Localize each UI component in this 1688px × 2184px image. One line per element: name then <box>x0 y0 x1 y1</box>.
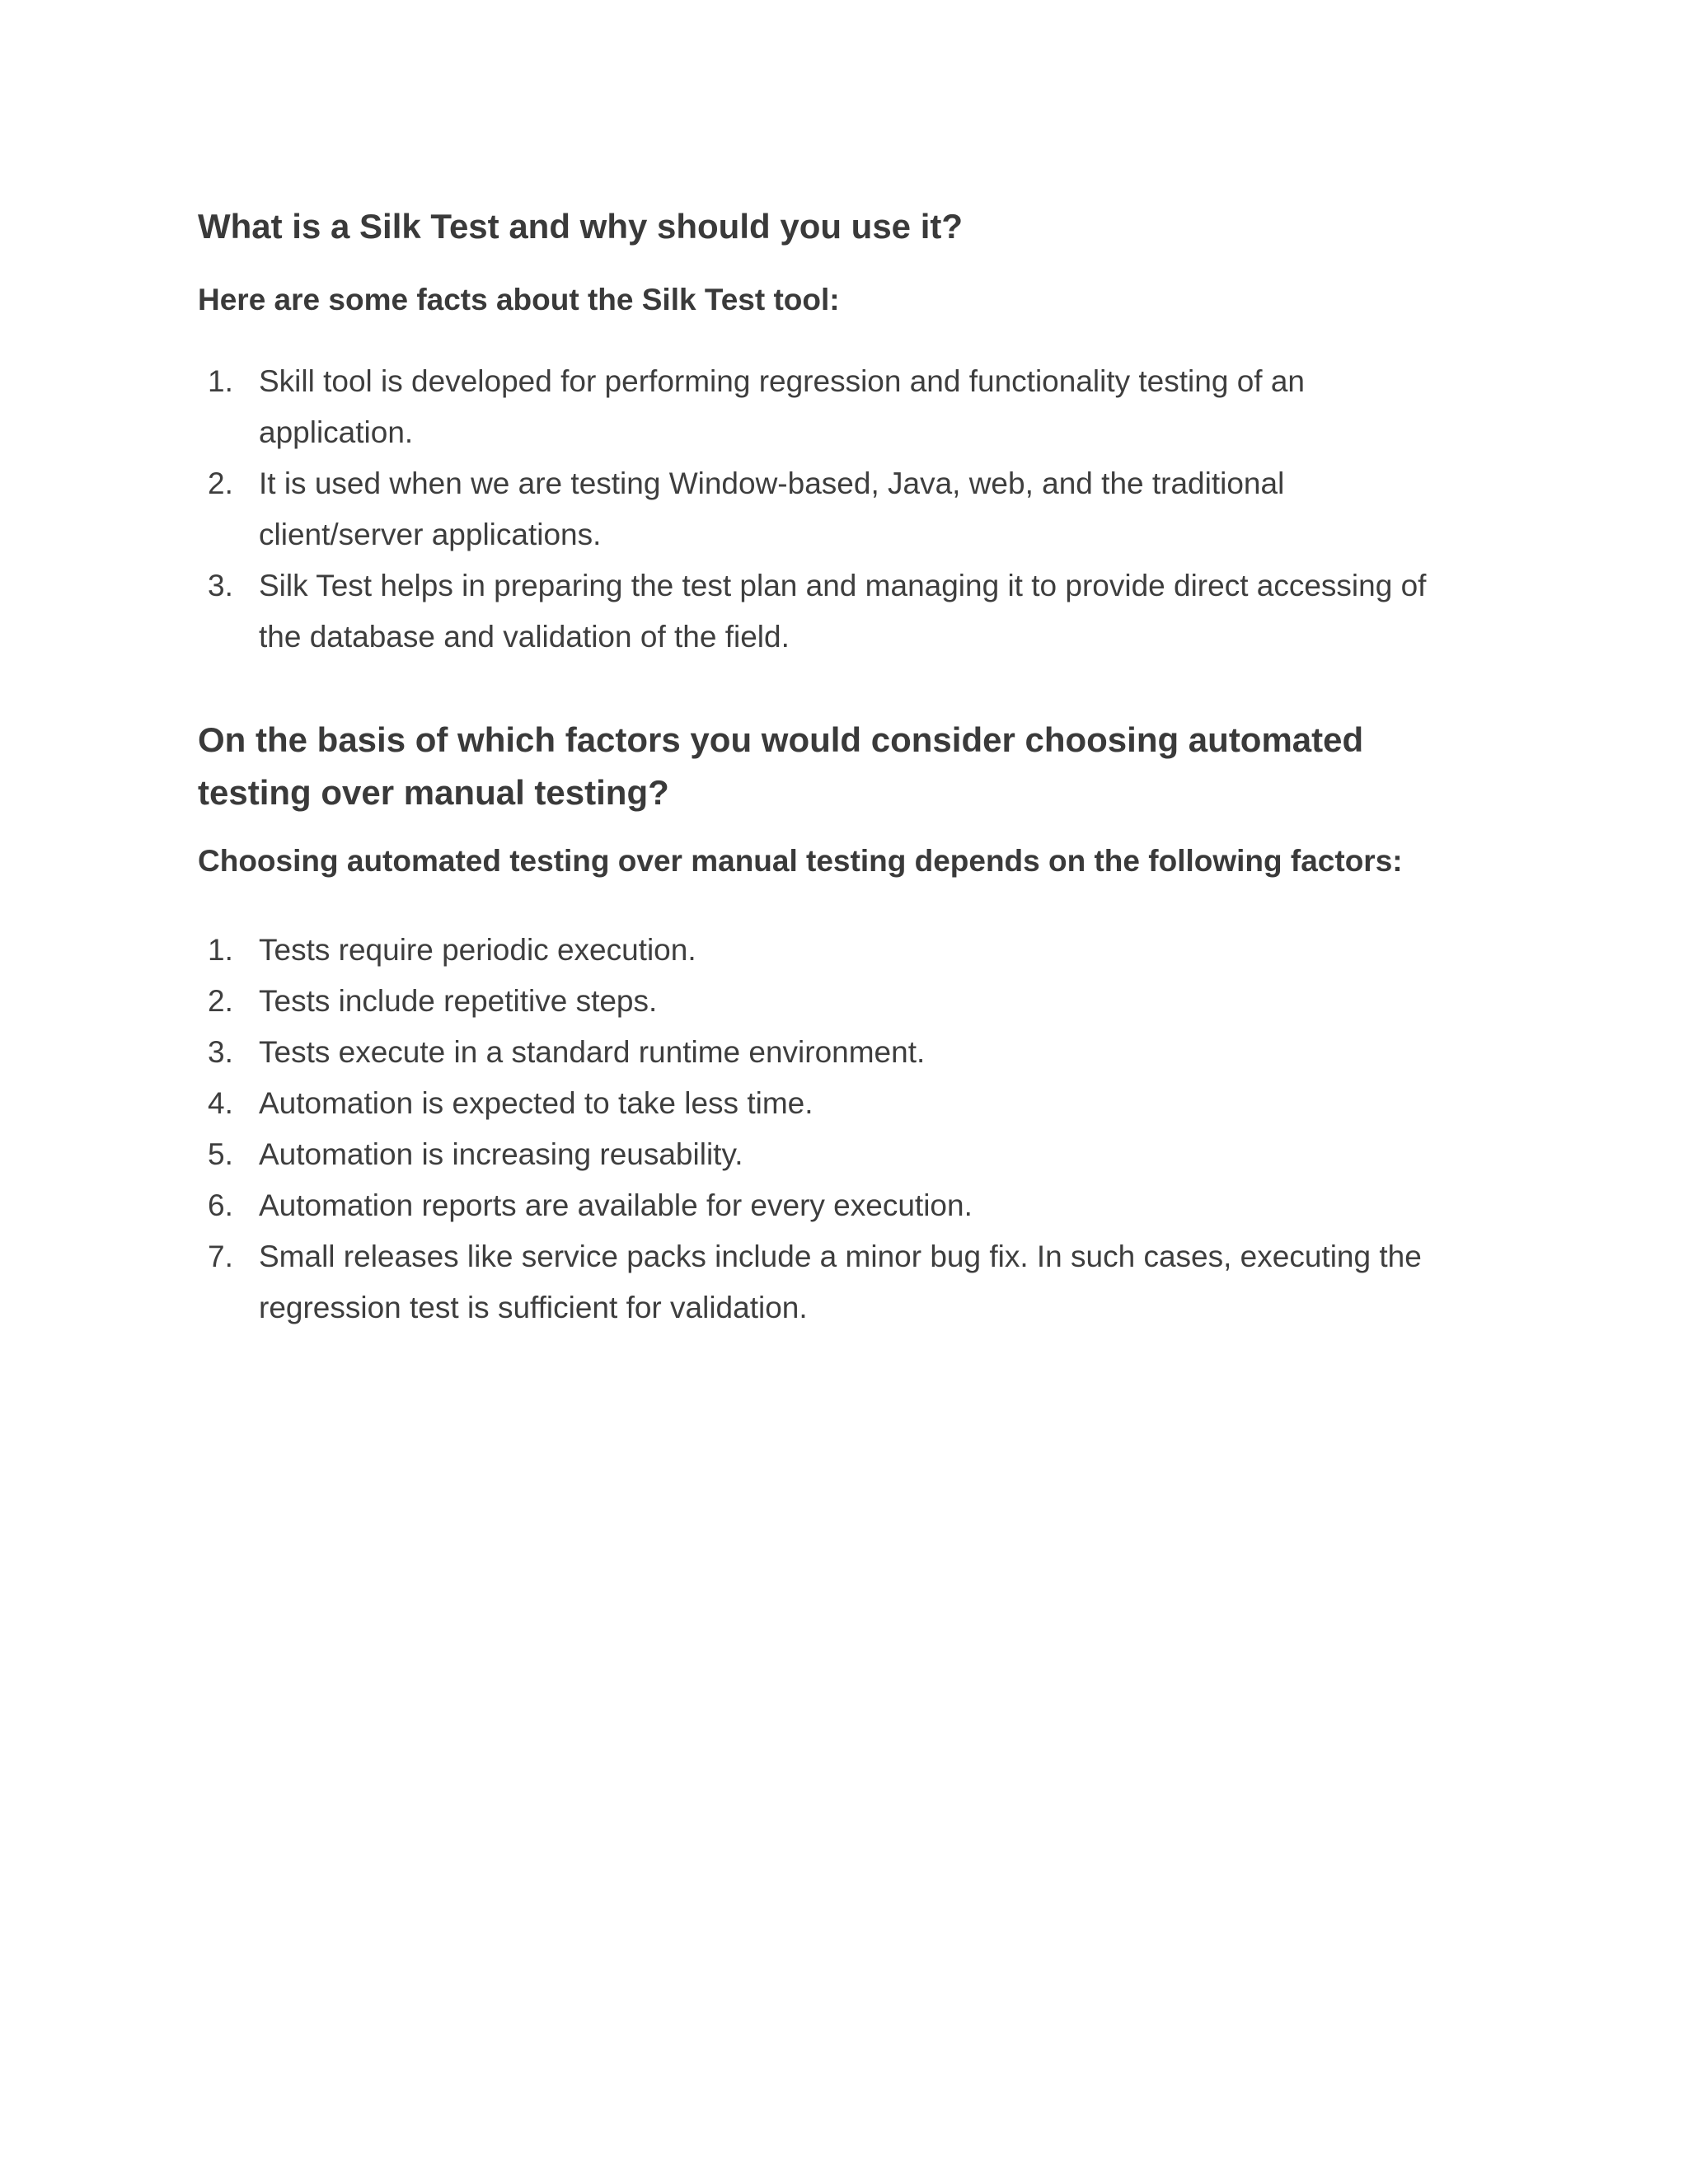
list-number: 3. <box>208 569 233 602</box>
list-item <box>198 1231 1467 1333</box>
list-item-text: Automation reports are available for every execution. <box>259 1188 973 1222</box>
list-number: 1. <box>208 933 233 967</box>
list-item <box>198 1027 1467 1078</box>
list-item-text: Tests require periodic execution. <box>259 933 696 967</box>
list-item <box>198 458 1434 560</box>
section1-list <box>198 356 1434 663</box>
list-item <box>198 356 1434 458</box>
list-item-text: It is used when we are testing Window-based, Java, web, and the traditional client/server applications. <box>259 466 1285 551</box>
list-item <box>198 976 1467 1027</box>
list-item-text: Automation is increasing reusability. <box>259 1137 743 1171</box>
list-item-text: Tests execute in a standard runtime environment. <box>259 1035 926 1069</box>
list-number: 5. <box>208 1137 233 1171</box>
list-number: 7. <box>208 1240 233 1273</box>
list-item <box>198 1078 1467 1129</box>
list-item-text: Skill tool is developed for performing regression and functionality testing of an application. <box>259 364 1305 449</box>
section2-heading: On the basis of which factors you would consider choosing automated testing over manual testing? <box>198 720 1364 812</box>
section2-intro: Choosing automated testing over manual testing depends on the following factors: <box>198 844 1403 878</box>
list-item <box>198 1129 1467 1180</box>
section1-heading: What is a Silk Test and why should you use it? <box>198 207 964 246</box>
list-item-text: Tests include repetitive steps. <box>259 984 658 1018</box>
list-item <box>198 925 1467 976</box>
list-item-text: Automation is expected to take less time. <box>259 1086 814 1120</box>
list-item <box>198 1180 1467 1231</box>
list-number: 3. <box>208 1035 233 1069</box>
list-number: 4. <box>208 1086 233 1120</box>
list-number: 2. <box>208 984 233 1018</box>
list-item-text: Silk Test helps in preparing the test plan and managing it to provide direct accessing of the database and validation of the field. <box>259 569 1427 654</box>
list-item <box>198 560 1434 663</box>
section1-intro: Here are some facts about the Silk Test tool: <box>198 283 840 316</box>
list-number: 1. <box>208 364 233 398</box>
list-number: 6. <box>208 1188 233 1222</box>
list-number: 2. <box>208 466 233 500</box>
section2-list <box>198 925 1467 1333</box>
list-item-text: Small releases like service packs include a minor bug fix. In such cases, executing the regression test is sufficient for validation. <box>259 1240 1422 1324</box>
document-body <box>198 198 1467 1333</box>
